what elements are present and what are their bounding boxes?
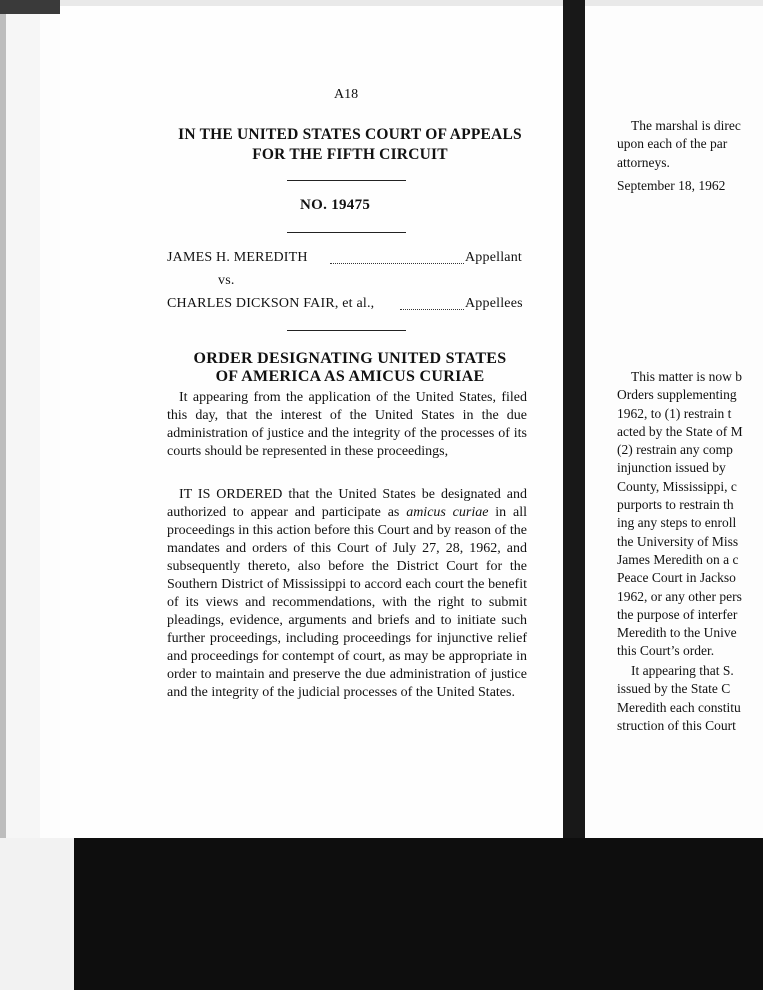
right-line: The marshal is direc (631, 118, 741, 133)
leader-dots (330, 263, 464, 264)
paragraph-appearing (167, 389, 527, 461)
right-line: This matter is now b (631, 369, 742, 384)
right-line: Peace Court in Jackso (617, 570, 736, 586)
paragraph-2-rest: in all proceedings in this action before this Court and by reason of the mandates and orders of this Court of July 27, 28, 1962, and subsequently thereto, also before the District Court for the Southern District of Mississippi to accord each court the benefit of its views and recommendations, with the right to submit pleadings, evidence, arguments and briefs and to initiate such further proceedings, including proceedings for injunctive relief and proceedings for contempt of court, as may be appropriate in order to maintain and preserve the due administration of justice and the integrity of the judicial processes of the United States. (167, 505, 527, 700)
appellant-role: Appellant (465, 250, 523, 265)
scan-bottom-left (0, 838, 74, 990)
docket-number: NO. 19475 (300, 197, 371, 213)
right-line: the purpose of interfer (617, 606, 738, 622)
paragraph-2-text (167, 486, 527, 702)
right-line: issued by the State C (617, 681, 731, 697)
right-line: Meredith to the Unive (617, 625, 737, 641)
divider (287, 232, 406, 233)
appellee-name: CHARLES DICKSON FAIR, et al., (167, 296, 375, 311)
right-block-matter (617, 368, 743, 661)
right-line: It appearing that S. (631, 663, 734, 678)
paragraph-1-text: It appearing from the application of the United States, filed this day, that the interest of the United States in the due administration of justice and the integrity of the processes of its courts should be represented in these proceedings, (167, 390, 527, 459)
right-line: 1962, to (1) restrain t (617, 405, 732, 421)
right-line: struction of this Court (617, 717, 736, 733)
right-line: (2) restrain any comp (617, 442, 733, 458)
amicus-curiae-italic: amicus curiae (406, 505, 489, 520)
scan-bottom-band (0, 838, 763, 990)
scan-corner-artifact (0, 0, 60, 14)
right-line: James Meredith on a c (617, 551, 739, 567)
court-heading-line1: IN THE UNITED STATES COURT OF APPEALS (178, 126, 522, 143)
order-title (150, 350, 550, 386)
order-title-line2: OF AMERICA AS AMICUS CURIAE (215, 368, 485, 385)
paragraph-ordered (167, 486, 527, 702)
right-line: acted by the State of M (617, 423, 743, 439)
court-heading (150, 125, 550, 165)
right-line: Meredith each constitu (617, 699, 741, 715)
appellee-role: Appellees (465, 296, 523, 311)
right-line: County, Mississippi, c (617, 478, 737, 494)
right-line: the University of Miss (617, 533, 739, 549)
divider (287, 180, 406, 181)
right-line: injunction issued by (617, 460, 726, 476)
page-number: A18 (334, 87, 359, 102)
versus: vs. (218, 273, 235, 288)
right-line: attorneys. (617, 154, 670, 170)
divider (287, 330, 406, 331)
right-line: 1962, or any other pers (617, 588, 742, 604)
right-block-appearing (617, 662, 741, 735)
right-line: ing any steps to enroll (617, 515, 737, 531)
right-line: Orders supplementing (617, 387, 737, 403)
paragraph-2-start: IT IS ORDERED that the United States be designated and authorized to appear and participate as (167, 487, 527, 520)
right-block-marshal (617, 117, 741, 172)
right-line: purports to restrain th (617, 497, 734, 513)
right-date: September 18, 1962 (617, 178, 726, 193)
leader-dots (400, 309, 464, 310)
order-title-line1: ORDER DESIGNATING UNITED STATES (193, 350, 507, 367)
right-line: this Court’s order. (617, 643, 715, 659)
right-line: upon each of the par (617, 136, 728, 152)
court-heading-line2: FOR THE FIFTH CIRCUIT (252, 146, 448, 163)
appellant-name: JAMES H. MEREDITH (167, 250, 308, 265)
